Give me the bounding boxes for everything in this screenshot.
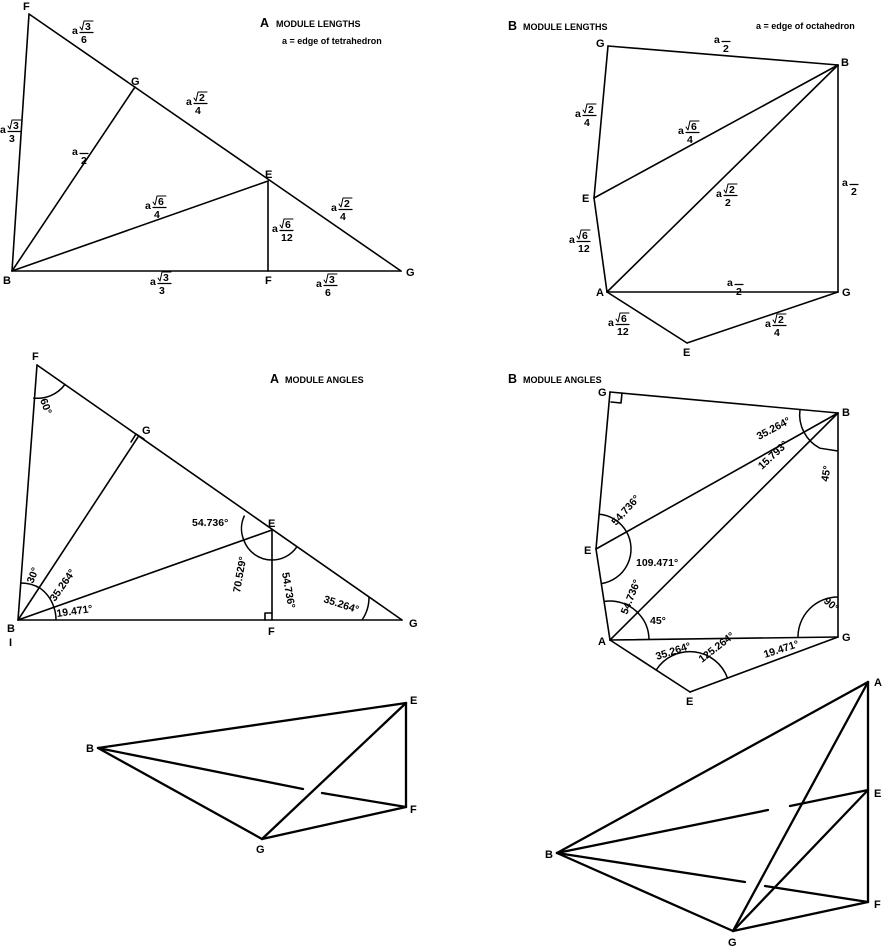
- edge-be: [98, 703, 406, 748]
- panel-b-angles-title-letter: B: [508, 372, 518, 386]
- angle-label: 54.736°: [609, 492, 643, 529]
- length-denominator: 2: [736, 286, 742, 298]
- length-coefficient: a: [186, 96, 192, 108]
- length-label: [0, 120, 21, 145]
- point-g-right: G: [842, 632, 851, 644]
- length-numerator: 2: [199, 92, 205, 104]
- length-label: [186, 92, 207, 117]
- point-b: B: [7, 623, 15, 635]
- length-numerator: 2: [588, 104, 594, 116]
- arc-a-lower: [638, 613, 649, 640]
- point-g-right: G: [842, 287, 851, 299]
- angle-label: 109.471°: [636, 557, 679, 569]
- angle-label: 15.793°: [755, 438, 791, 473]
- length-coefficient: a: [678, 125, 684, 137]
- point-g-end: G: [406, 267, 415, 279]
- length-coefficient: a: [72, 146, 78, 158]
- length-denominator: 4: [584, 117, 590, 129]
- edge-gf: [262, 807, 406, 839]
- edge-bf-front: [98, 748, 303, 789]
- point-f-foot: F: [268, 626, 275, 638]
- panel-b-angles-title: MODULE ANGLES: [523, 375, 602, 385]
- length-denominator: 4: [340, 211, 346, 223]
- angle-label: 60°: [37, 396, 54, 416]
- angle-label: 35.264°: [654, 640, 693, 663]
- arc-e-left: [241, 516, 244, 540]
- triangle-a-lengths-edges: [12, 14, 401, 271]
- panel-a-angles-title-letter: A: [270, 372, 280, 386]
- point-f: F: [410, 804, 417, 816]
- length-coefficient: a: [569, 234, 575, 246]
- point-e-bottom: E: [683, 347, 691, 359]
- angle-label: 30°: [24, 565, 42, 586]
- length-coefficient: a: [0, 124, 6, 136]
- length-label: [716, 184, 737, 209]
- length-denominator: 4: [687, 134, 693, 146]
- edge-ge: [262, 703, 406, 839]
- edge-bf-back: [322, 793, 406, 807]
- length-denominator: 4: [154, 209, 160, 221]
- length-numerator: 6: [621, 313, 627, 325]
- angle-label: 35.264°: [322, 593, 361, 617]
- length-coefficient: a: [316, 278, 322, 290]
- edge-bg: [557, 853, 733, 931]
- length-label: [150, 272, 171, 297]
- edge-be-front: [557, 810, 768, 853]
- arc-e-right: [272, 547, 297, 560]
- length-label: [72, 21, 93, 46]
- point-f: F: [32, 351, 39, 363]
- length-denominator: 4: [774, 327, 780, 339]
- length-coefficient: a: [272, 223, 278, 235]
- point-e: E: [410, 695, 418, 707]
- edge-ea: [594, 198, 607, 292]
- right-angle-g: [611, 393, 622, 403]
- length-denominator: 2: [725, 197, 731, 209]
- edge-ea: [596, 549, 610, 640]
- panel-a-lengths-subtitle: a = edge of tetrahedron: [282, 36, 382, 46]
- length-coefficient: a: [714, 34, 720, 46]
- panel-a-angles: [7, 351, 418, 649]
- edge-gb: [610, 392, 838, 413]
- angle-label: 54.736°: [279, 571, 298, 610]
- point-e: E: [265, 169, 273, 181]
- angle-label: 19.471°: [762, 638, 801, 661]
- length-numerator: 6: [582, 230, 588, 242]
- panel-a-angle-labels: [25, 397, 361, 620]
- edge-be: [12, 181, 268, 271]
- length-label: [569, 230, 590, 255]
- length-numerator: 2: [344, 198, 350, 210]
- point-a: A: [874, 677, 882, 689]
- angle-label: 45°: [650, 615, 666, 627]
- edge-bg1: [18, 437, 138, 620]
- panel-b-angle-labels: [609, 415, 841, 665]
- length-coefficient: a: [575, 108, 581, 120]
- length-label: [272, 219, 293, 244]
- length-label: [72, 146, 88, 167]
- length-coefficient: a: [72, 25, 78, 37]
- point-a: A: [598, 636, 606, 648]
- length-denominator: 12: [578, 243, 590, 255]
- length-denominator: 12: [281, 232, 293, 244]
- length-numerator: 3: [329, 274, 335, 286]
- edge-bf-front: [557, 853, 745, 882]
- length-label: [714, 34, 730, 55]
- length-coefficient: a: [716, 188, 722, 200]
- edge-bg: [98, 748, 262, 839]
- edge-fg: [37, 365, 402, 620]
- point-e-bottom: E: [686, 696, 694, 708]
- point-g: G: [598, 387, 607, 399]
- panel-a-lengths-title-letter: A: [260, 16, 270, 30]
- length-coefficient: a: [727, 277, 733, 289]
- length-coefficient: a: [608, 317, 614, 329]
- angle-label: 19.471°: [55, 603, 94, 620]
- panel-b-lengths-subtitle: a = edge of octahedron: [756, 21, 855, 31]
- panel-a-lengths: [0, 1, 415, 299]
- length-numerator: 3: [13, 120, 19, 132]
- point-f: F: [23, 1, 30, 13]
- arc-e-lower: [601, 532, 631, 584]
- point-g: G: [142, 425, 151, 437]
- right-angle-f: [265, 613, 272, 620]
- point-b: B: [3, 275, 11, 287]
- panel-a-angles-title: MODULE ANGLES: [285, 375, 364, 385]
- length-coefficient: a: [145, 200, 151, 212]
- triangle-a-angles-edges: [18, 365, 402, 620]
- edge-ge: [596, 392, 610, 549]
- length-label: [765, 314, 786, 339]
- length-denominator: 3: [9, 133, 15, 145]
- edge-gf: [733, 902, 868, 931]
- length-coefficient: a: [842, 177, 848, 189]
- length-numerator: 3: [85, 21, 91, 33]
- length-label: [727, 277, 743, 298]
- point-f-foot: F: [265, 275, 272, 287]
- point-g: G: [596, 38, 605, 50]
- length-label: [575, 104, 596, 129]
- length-denominator: 6: [81, 34, 87, 46]
- angle-label: 70.529°: [231, 555, 250, 594]
- angle-label: 35.264°: [754, 414, 793, 443]
- panel-a-lengths-title: MODULE LENGTHS: [276, 19, 361, 29]
- panel-b-lengths-title: MODULE LENGTHS: [523, 22, 608, 32]
- edge-fg: [29, 14, 401, 271]
- angle-label: 125.264°: [696, 629, 738, 666]
- panel-b-angles: [508, 372, 851, 708]
- length-coefficient: a: [765, 318, 771, 330]
- length-denominator: 3: [159, 285, 165, 297]
- point-e: E: [268, 518, 276, 530]
- point-g-end: G: [409, 618, 418, 630]
- point-g: G: [728, 937, 737, 949]
- length-denominator: 6: [325, 287, 331, 299]
- length-coefficient: a: [331, 202, 337, 214]
- length-numerator: 6: [691, 121, 697, 133]
- length-denominator: 2: [81, 155, 87, 167]
- point-g: G: [256, 844, 265, 856]
- point-e: E: [584, 545, 592, 557]
- edge-bg1: [12, 87, 135, 271]
- edge-eg: [687, 292, 838, 343]
- point-g: G: [131, 76, 140, 88]
- angle-label: 54.736°: [192, 517, 229, 529]
- angle-label: 54.736°: [618, 577, 644, 617]
- length-numerator: 3: [163, 272, 169, 284]
- arc-g: [362, 597, 369, 620]
- edge-ge: [594, 46, 608, 198]
- edge-eb: [596, 413, 838, 549]
- length-label: [608, 313, 629, 338]
- point-b: B: [86, 743, 94, 755]
- edge-eb: [594, 65, 838, 198]
- edge-ab: [610, 413, 838, 640]
- point-f: F: [874, 899, 881, 911]
- length-label: [331, 198, 352, 223]
- length-label: [842, 177, 858, 198]
- point-b: B: [842, 407, 850, 419]
- point-e: E: [874, 788, 882, 800]
- panel-b-lengths: [508, 19, 858, 359]
- edge-ab: [607, 65, 838, 292]
- length-numerator: 6: [158, 196, 164, 208]
- length-denominator: 2: [723, 43, 729, 55]
- point-a: A: [596, 287, 604, 299]
- point-b: B: [841, 57, 849, 69]
- panel-a-solid: [86, 695, 417, 856]
- length-denominator: 2: [851, 186, 857, 198]
- length-denominator: 12: [617, 326, 629, 338]
- arc-e-bottom: [244, 540, 272, 560]
- edge-ge: [733, 790, 868, 931]
- edge-bf-back: [765, 886, 868, 902]
- angle-arcs: [21, 385, 369, 621]
- point-e: E: [582, 193, 590, 205]
- length-denominator: 4: [195, 105, 201, 117]
- length-numerator: 6: [285, 219, 291, 231]
- length-coefficient: a: [150, 276, 156, 288]
- point-b: B: [545, 849, 553, 861]
- point-i: I: [9, 637, 13, 649]
- length-label: [316, 274, 337, 299]
- length-numerator: 2: [778, 314, 784, 326]
- angle-label: 45°: [819, 464, 834, 483]
- panel-b-lengths-title-letter: B: [508, 19, 518, 33]
- panel-b-solid: [545, 677, 882, 949]
- angle-label: 90°: [821, 595, 841, 615]
- length-numerator: 2: [729, 184, 735, 196]
- angle-label: 35.264°: [47, 567, 79, 604]
